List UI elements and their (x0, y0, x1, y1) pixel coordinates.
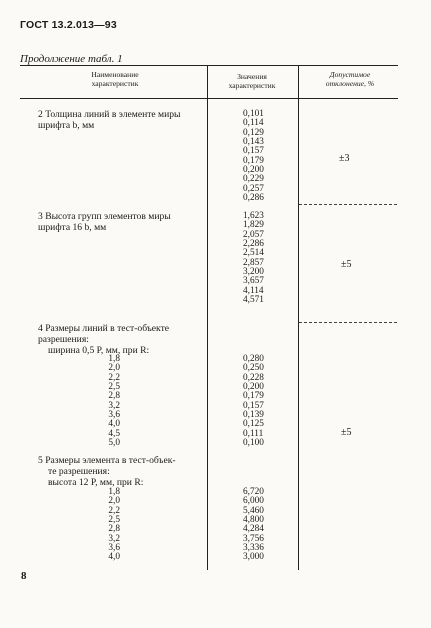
r-value-cell: 2,2 (108, 505, 120, 516)
value-cell: 2,857 (243, 257, 264, 268)
value-cell: 6,720 (243, 487, 264, 497)
value-cell: 0,157 (243, 146, 264, 157)
r-values (106, 355, 120, 448)
value-cell: 0,228 (243, 372, 264, 383)
row-values (243, 355, 283, 448)
value-cell: 0,179 (243, 155, 264, 166)
r-value-cell: 1,8 (108, 354, 120, 364)
tolerance-value: ±3 (339, 153, 350, 164)
value-cell: 0,139 (243, 410, 264, 421)
value-cell: 0,286 (243, 193, 264, 204)
column-divider-2 (298, 65, 299, 570)
table-header-border (20, 98, 398, 99)
row-label: 4 Размеры линий в тест-объекте разрешения: ширина 0,5 P, мм, при R: (38, 323, 170, 356)
r-value-cell: 2,5 (108, 515, 120, 526)
row-label: 5 Размеры элемента в тест-объек- те разрешения: высота 12 P, мм, при R: (38, 455, 176, 488)
value-cell: 4,114 (243, 285, 264, 296)
document-code: ГОСТ 13.2.013—93 (20, 19, 117, 31)
r-value-cell: 2,5 (108, 382, 120, 393)
row-label: 3 Высота групп элементов миры шрифта 16 b, мм (38, 211, 171, 233)
r-value-cell: 4,0 (108, 419, 120, 430)
column-divider-1 (207, 65, 208, 570)
column-header-tolerance: Допустимое отклонение, % (325, 70, 375, 88)
r-value-cell: 3,6 (108, 410, 120, 421)
value-cell: 0,129 (243, 127, 264, 138)
r-value-cell: 4,0 (108, 552, 120, 563)
r-value-cell: 2,0 (108, 496, 120, 507)
value-cell: 0,179 (243, 391, 264, 402)
value-cell: 3,657 (243, 276, 264, 287)
value-cell: 0,200 (243, 165, 264, 176)
value-cell: 1,623 (243, 211, 264, 221)
value-cell: 0,100 (243, 438, 264, 449)
value-cell: 0,200 (243, 382, 264, 393)
row-values (243, 212, 283, 305)
value-cell: 0,157 (243, 400, 264, 411)
column-header-name: Наименование характеристик (91, 70, 139, 88)
value-cell: 0,125 (243, 419, 264, 430)
table-continuation-label: Продолжение табл. 1 (20, 53, 123, 65)
value-cell: 4,571 (243, 295, 264, 306)
value-cell: 4,800 (243, 515, 264, 526)
column-header-values: Значения характеристик (228, 72, 276, 90)
value-cell: 1,829 (243, 220, 264, 231)
r-value-cell: 3,2 (108, 400, 120, 411)
row-values (243, 110, 283, 203)
tolerance-divider (299, 204, 397, 205)
value-cell: 0,229 (243, 174, 264, 185)
value-cell: 0,101 (243, 109, 264, 119)
value-cell: 2,286 (243, 239, 264, 250)
tolerance-value: ±5 (341, 259, 352, 270)
row-label: 2 Толщина линий в элементе миры шрифта b, мм (38, 109, 181, 131)
r-value-cell: 5,0 (108, 438, 120, 449)
value-cell: 2,057 (243, 229, 264, 240)
table-top-border (20, 65, 398, 66)
r-value-cell: 2,2 (108, 372, 120, 383)
r-value-cell: 4,5 (108, 428, 120, 439)
r-value-cell: 2,8 (108, 524, 120, 535)
value-cell: 2,514 (243, 248, 264, 259)
value-cell: 3,200 (243, 267, 264, 278)
value-cell: 3,336 (243, 543, 264, 554)
value-cell: 0,280 (243, 354, 264, 364)
r-values (106, 488, 120, 563)
row-values (243, 488, 283, 563)
value-cell: 5,460 (243, 505, 264, 516)
value-cell: 4,284 (243, 524, 264, 535)
value-cell: 0,250 (243, 363, 264, 374)
r-value-cell: 3,2 (108, 533, 120, 544)
value-cell: 0,111 (243, 428, 264, 439)
r-value-cell: 1,8 (108, 487, 120, 497)
value-cell: 3,000 (243, 552, 264, 563)
tolerance-value: ±5 (341, 427, 352, 438)
value-cell: 6,000 (243, 496, 264, 507)
page-number: 8 (21, 570, 27, 582)
tolerance-divider (299, 322, 397, 323)
value-cell: 0,257 (243, 183, 264, 194)
value-cell: 3,756 (243, 533, 264, 544)
r-value-cell: 2,8 (108, 391, 120, 402)
value-cell: 0,114 (243, 118, 264, 129)
r-value-cell: 3,6 (108, 543, 120, 554)
r-value-cell: 2,0 (108, 363, 120, 374)
value-cell: 0,143 (243, 137, 264, 148)
